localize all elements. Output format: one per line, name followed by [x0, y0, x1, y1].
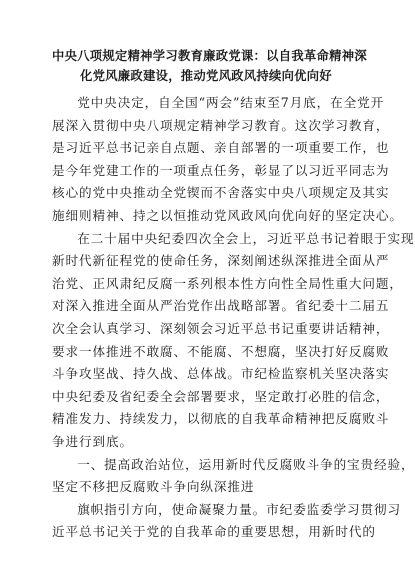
- paragraph-line: 治党、正风肃纪反腐一系列根本性方向性全局性重大问题，: [52, 275, 403, 291]
- paragraph-line: 展深入贯彻中央八项规定精神学习教育。这次学习教育，: [52, 117, 390, 133]
- paragraph-line: 新时代新征程党的使命任务，深刻阐述纵深推进全面从严: [52, 253, 390, 269]
- body-paragraph: [52, 499, 402, 544]
- paragraph-line: 旗帜指引方向，使命凝聚力量。市纪委监委学习贯彻习: [77, 501, 402, 517]
- paragraph-line: 次全会认真学习、深刻领会习近平总书记重要讲话精神，: [52, 320, 390, 336]
- paragraph-line: 是习近平总书记亲自点题、亲自部署的一项重要工作，也: [52, 140, 390, 156]
- paragraph-line: 党中央决定，自全国“两会”结束至7月底，在全党开: [77, 95, 385, 110]
- paragraph-line: 坚定不移把反腐败斗争向纵深推进: [52, 479, 255, 495]
- paragraph-line: 斗争攻坚战、持久战、总体战。市纪检监察机关坚决落实: [52, 366, 390, 382]
- paragraph-line: 核心的党中央推动全党锲而不舍落实中央八项规定及其实: [52, 185, 390, 201]
- document-title: [52, 46, 367, 86]
- body-paragraph: [52, 454, 415, 499]
- document-body: [52, 92, 415, 544]
- paragraph-line: 近平总书记关于党的自我革命的重要思想，用新时代的: [52, 524, 376, 540]
- title-line: 中央八项规定精神学习教育廉政党课：以自我革命精神深: [52, 49, 367, 63]
- paragraph-line: 一、提高政治站位，运用新时代反腐败斗争的宝贵经验，: [77, 456, 415, 472]
- paragraph-line: 争进行到底。: [52, 433, 133, 449]
- body-paragraph: [52, 92, 403, 228]
- paragraph-line: 精准发力、持续发力，以彻底的自我革命精神把反腐败斗: [52, 411, 390, 427]
- title-line: 化党风廉政建设，推动党风政风持续向优向好: [80, 69, 332, 83]
- body-paragraph: [52, 228, 415, 454]
- paragraph-line: 中央纪委及省纪委全会部署要求，坚定敢打必胜的信念，: [52, 388, 390, 404]
- paragraph-line: 是今年党建工作的一项重点任务，彰显了以习近平同志为: [52, 162, 390, 178]
- paragraph-line: 施细则精神、持之以恒推动党风政风向优向好的坚定决心。: [52, 207, 403, 223]
- paragraph-line: 要求一体推进不敢腐、不能腐、不想腐，坚决打好反腐败: [52, 343, 390, 359]
- paragraph-line: 对深入推进全面从严治党作出战略部署。省纪委十二届五: [52, 298, 390, 314]
- paragraph-line: 在二十届中央纪委四次全会上，习近平总书记着眼于实现: [77, 230, 415, 246]
